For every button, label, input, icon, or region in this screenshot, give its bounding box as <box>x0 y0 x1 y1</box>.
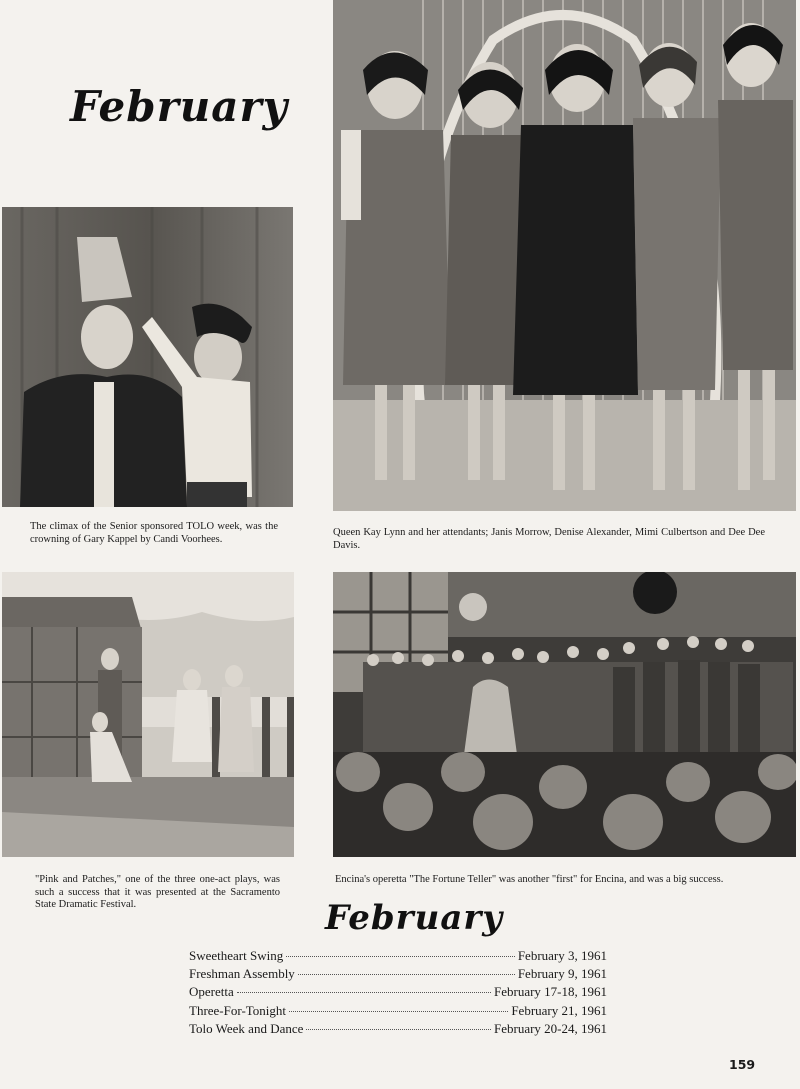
crowning-photo <box>2 207 293 507</box>
queen-caption: Queen Kay Lynn and her attendants; Janis Morrow, Denise Alexander, Mimi Culbertson and Dee Dee Davis. <box>333 527 765 551</box>
schedule-event: Three-For-Tonight <box>189 1002 287 1018</box>
schedule-row <box>189 948 607 966</box>
events-schedule <box>189 948 607 1039</box>
operetta-caption: Encina's operetta "The Fortune Teller" was another "first" for Encina, and was a big success. <box>335 874 724 885</box>
schedule-date: February 17-18, 1961 <box>493 984 607 1000</box>
leader-dots <box>237 992 491 993</box>
play-photo <box>2 572 294 857</box>
schedule-event: Tolo Week and Dance <box>189 1020 304 1036</box>
schedule-row <box>189 966 607 984</box>
schedule-event: Operetta <box>189 984 234 1000</box>
leader-dots <box>289 1011 508 1012</box>
leader-dots <box>298 974 515 975</box>
page-heading-bottom: February <box>325 898 504 938</box>
crowning-caption: The climax of the Senior sponsored TOLO week, was the crowning of Gary Kappel by Candi Voorhees. <box>30 521 278 545</box>
schedule-date: February 3, 1961 <box>517 948 607 963</box>
schedule-date: February 21, 1961 <box>511 1002 607 1018</box>
leader-dots <box>286 956 515 957</box>
schedule-row <box>189 984 607 1002</box>
schedule-row <box>189 1021 607 1039</box>
schedule-date: February 20-24, 1961 <box>493 1020 607 1036</box>
page-heading-top: February <box>70 82 289 131</box>
play-caption: "Pink and Patches," one of the three one-act plays, was such a success that it was presented at the Sacramento State Dramatic Festival. <box>35 874 280 910</box>
schedule-date: February 9, 1961 <box>517 966 607 982</box>
page-number: 159 <box>729 1057 756 1072</box>
schedule-row <box>189 1003 607 1021</box>
schedule-event: Sweetheart Swing <box>189 948 284 963</box>
leader-dots <box>306 1029 491 1030</box>
operetta-photo <box>333 572 796 857</box>
schedule-event: Freshman Assembly <box>189 966 295 982</box>
queen-photo <box>333 0 796 511</box>
